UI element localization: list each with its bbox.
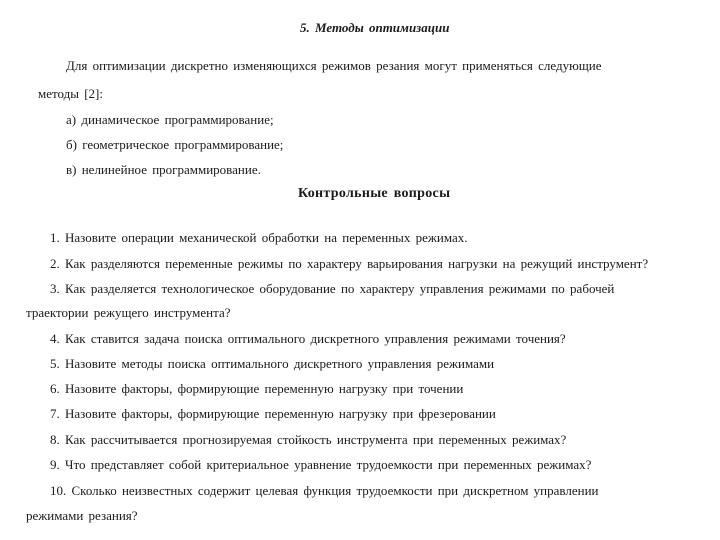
question-item: 9. Что представляет собой критериальное уравнение трудоемкости при переменных режимах?	[50, 457, 592, 472]
question-item: 6. Назовите факторы, формирующие переменную нагрузку при точении	[50, 381, 464, 396]
questions-heading: Контрольные вопросы	[298, 186, 451, 201]
question-item: 4. Как ставится задача поиска оптимального дискретного управления режимами точения?	[50, 331, 566, 346]
method-item: б) геометрическое программирование;	[66, 137, 284, 152]
question-item: 1. Назовите операции механической обработки на переменных режимах.	[50, 230, 468, 245]
intro-line-1: Для оптимизации дискретно изменяющихся режимов резания могут применяться следующие	[66, 58, 602, 73]
question-item: 2. Как разделяются переменные режимы по характеру варьирования нагрузки на режущий инструмент?	[50, 256, 649, 271]
question-item: 8. Как рассчитывается прогнозируемая стойкость инструмента при переменных режимах?	[50, 432, 567, 447]
question-item: 7. Назовите факторы, формирующие переменную нагрузку при фрезеровании	[50, 406, 496, 421]
intro-line-2: методы [2]:	[38, 86, 104, 101]
question-item-continuation: режимами резания?	[26, 508, 138, 523]
method-item: а) динамическое программирование;	[66, 112, 274, 127]
question-item: 3. Как разделяется технологическое оборудование по характеру управления режимами по рабочей	[50, 281, 615, 296]
method-item: в) нелинейное программирование.	[66, 162, 261, 177]
question-item: 10. Сколько неизвестных содержит целевая функция трудоемкости при дискретном управлении	[50, 483, 599, 498]
question-item: 5. Назовите методы поиска оптимального дискретного управления режимами	[50, 356, 495, 371]
question-item-continuation: траектории режущего инструмента?	[26, 305, 231, 320]
section-title: 5. Методы оптимизации	[300, 20, 450, 35]
